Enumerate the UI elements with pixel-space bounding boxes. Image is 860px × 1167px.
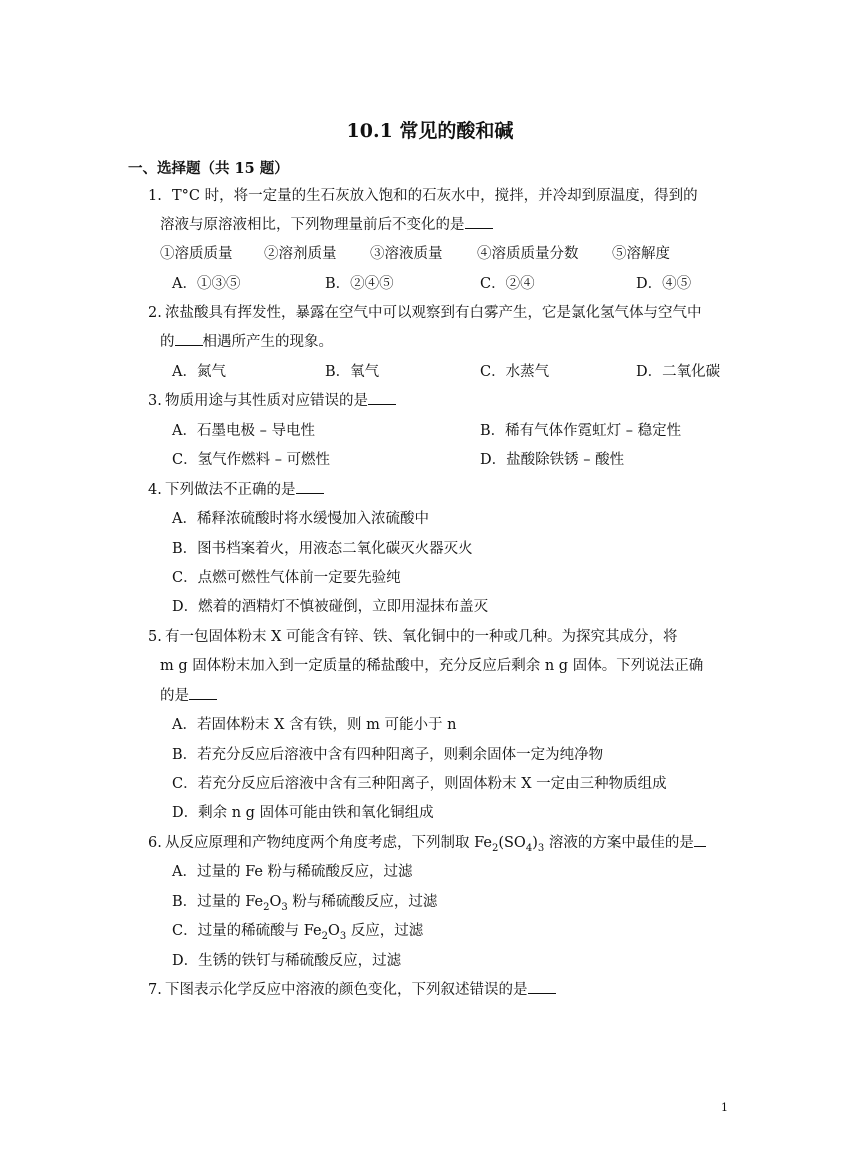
question-7-line-1: 下图表示化学反应中溶液的颜色变化，下列叙述错误的是 bbox=[165, 981, 556, 999]
page-number: 1 bbox=[721, 1101, 728, 1114]
question-3-option-a: A．石墨电极 – 导电性 bbox=[172, 423, 315, 439]
question-1-item-5: ⑤溶解度 bbox=[612, 246, 670, 262]
question-2-number: 2. bbox=[148, 305, 162, 321]
question-6-line-1: 从反应原理和产物纯度两个角度考虑，下列制取 $Fe_2(SO_4)_3$ 溶液的方案中最佳的是 bbox=[165, 834, 706, 858]
section-heading: 一、选择题（共 15 题） bbox=[128, 160, 289, 177]
chemical-formula: $Fe_2(SO_4)_3$ bbox=[474, 835, 545, 854]
question-1-option-b: B．②④⑤ bbox=[325, 276, 394, 292]
question-5-option-a: A．若固体粉末 X 含有铁，则 m 可能小于 n bbox=[172, 717, 457, 733]
question-1-line-2: 溶液与原溶液相比，下列物理量前后不变化的是 bbox=[160, 216, 493, 234]
question-3-number: 3. bbox=[148, 393, 162, 409]
question-2-option-a: A．氮气 bbox=[172, 364, 226, 380]
question-4-option-c: C．点燃可燃性气体前一定要先验纯 bbox=[172, 570, 401, 586]
question-3-line-1: 物质用途与其性质对应错误的是 bbox=[165, 392, 396, 410]
question-1-option-a: A．①③⑤ bbox=[172, 276, 241, 292]
answer-blank bbox=[694, 834, 706, 847]
question-1-option-d: D．④⑤ bbox=[636, 276, 692, 292]
question-1-item-2: ②溶剂质量 bbox=[264, 246, 337, 262]
question-7-number: 7. bbox=[148, 982, 162, 998]
question-3-option-c: C．氢气作燃料 – 可燃性 bbox=[172, 452, 331, 468]
question-1-item-4: ④溶质质量分数 bbox=[477, 246, 579, 262]
question-1-item-1: ①溶质质量 bbox=[160, 246, 233, 262]
question-6-option-d: D．生锈的铁钉与稀硫酸反应，过滤 bbox=[172, 953, 402, 969]
question-5-line-2: m g 固体粉末加入到一定质量的稀盐酸中，充分反应后剩余 n g 固体。下列说法正确 bbox=[160, 658, 704, 674]
question-4-number: 4. bbox=[148, 482, 162, 498]
question-6-option-a: A．过量的 Fe 粉与稀硫酸反应，过滤 bbox=[172, 864, 413, 880]
question-1-number: 1. bbox=[148, 188, 162, 204]
question-5-option-c: C．若充分反应后溶液中含有三种阳离子，则固体粉末 X 一定由三种物质组成 bbox=[172, 776, 667, 792]
question-4-option-a: A．稀释浓硫酸时将水缓慢加入浓硫酸中 bbox=[172, 511, 429, 527]
answer-blank bbox=[528, 981, 556, 994]
answer-blank bbox=[175, 333, 203, 346]
question-2-option-b: B．氧气 bbox=[325, 364, 380, 380]
question-1-item-3: ③溶液质量 bbox=[370, 246, 443, 262]
question-5-line-3: 的是 bbox=[160, 687, 217, 705]
question-4-option-b: B．图书档案着火，用液态二氧化碳灭火器灭火 bbox=[172, 541, 473, 557]
question-5-number: 5. bbox=[148, 629, 162, 645]
question-2-line-1: 浓盐酸具有挥发性，暴露在空气中可以观察到有白雾产生，它是氯化氢气体与空气中 bbox=[165, 305, 702, 321]
page-title: 10.1 常见的酸和碱 bbox=[346, 120, 514, 142]
answer-blank bbox=[465, 216, 493, 229]
question-5-option-b: B．若充分反应后溶液中含有四种阳离子，则剩余固体一定为纯净物 bbox=[172, 747, 604, 763]
answer-blank bbox=[296, 481, 324, 494]
question-3-option-d: D．盐酸除铁锈 – 酸性 bbox=[480, 452, 625, 468]
answer-blank bbox=[189, 687, 217, 700]
question-1-line-1: T°C 时，将一定量的生石灰放入饱和的石灰水中，搅拌，并冷却到原温度，得到的 bbox=[172, 188, 698, 204]
answer-blank bbox=[368, 392, 396, 405]
question-4-line-1: 下列做法不正确的是 bbox=[165, 481, 324, 499]
question-6-option-b: B．过量的 $Fe_2O_3$ 粉与稀硫酸反应，过滤 bbox=[172, 894, 438, 913]
question-1-option-c: C．②④ bbox=[480, 276, 535, 292]
question-6-number: 6. bbox=[148, 835, 162, 851]
question-2-option-c: C．水蒸气 bbox=[480, 364, 550, 380]
question-6-option-c: C．过量的稀硫酸与 $Fe_2O_3$ 反应，过滤 bbox=[172, 923, 424, 942]
question-5-line-1: 有一包固体粉末 X 可能含有锌、铁、氧化铜中的一种或几种。为探究其成分，将 bbox=[165, 629, 678, 645]
question-5-option-d: D．剩余 n g 固体可能由铁和氧化铜组成 bbox=[172, 805, 434, 821]
question-2-option-d: D．二氧化碳 bbox=[636, 364, 721, 380]
question-2-line-2: 的 相遇所产生的现象。 bbox=[160, 334, 333, 350]
question-4-option-d: D．燃着的酒精灯不慎被碰倒，立即用湿抹布盖灭 bbox=[172, 599, 489, 615]
question-3-option-b: B．稀有气体作霓虹灯 – 稳定性 bbox=[480, 423, 682, 439]
